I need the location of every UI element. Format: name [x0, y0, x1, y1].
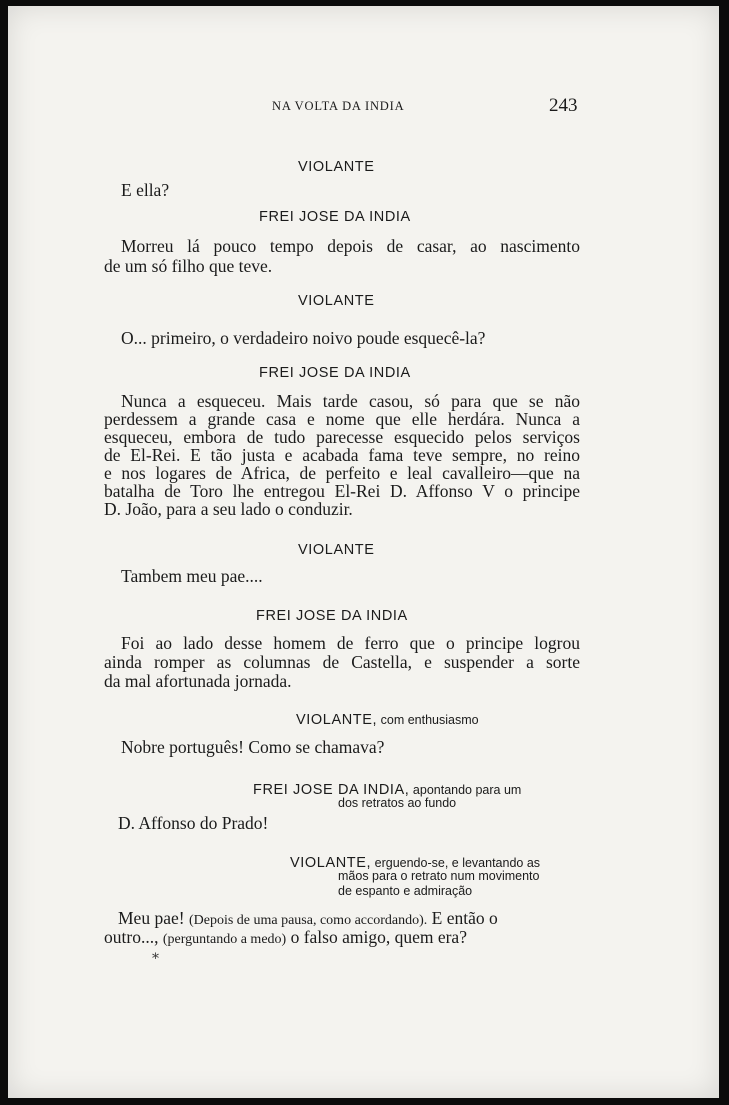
dialogue-line: e nos logares de Africa, de perfeito e leal cavalleiro—que na	[104, 463, 580, 483]
speaker-name: FREI JOSE DA INDIA	[259, 209, 411, 225]
dialogue-text: outro...,	[104, 927, 163, 947]
page-number: 243	[549, 95, 578, 116]
speaker-name: VIOLANTE,	[296, 712, 378, 728]
dialogue-line: ainda romper as columnas de Castella, e suspender a sorte	[104, 652, 580, 672]
speaker-name: VIOLANTE,	[290, 855, 372, 871]
dialogue-line: Foi ao lado desse homem de ferro que o principe logrou	[121, 633, 580, 653]
dialogue-line: perdessem a grande casa e nome que elle herdára. Nunca a	[104, 409, 580, 429]
dialogue-line: Nobre português! Como se chamava?	[121, 737, 385, 757]
speaker-name: VIOLANTE	[298, 159, 375, 175]
speaker-name: VIOLANTE	[298, 542, 375, 558]
dialogue-line: de um só filho que teve.	[104, 256, 273, 276]
dialogue-line	[104, 929, 467, 947]
dialogue-line: Morreu lá pouco tempo depois de casar, ao nascimento	[121, 236, 580, 256]
dialogue-line: D. Affonso do Prado!	[118, 813, 269, 833]
speaker-name: FREI JOSE DA INDIA	[259, 365, 411, 381]
asterisk-mark: *	[152, 951, 159, 967]
stage-direction: com enthusiasmo	[377, 713, 479, 727]
speaker-name: VIOLANTE	[298, 293, 375, 309]
dialogue-text: o falso amigo, quem era?	[286, 927, 467, 947]
dialogue-text: Meu pae!	[118, 908, 189, 928]
dialogue-line: da mal afortunada jornada.	[104, 671, 292, 691]
stage-direction: mãos para o retrato num movimento	[338, 869, 540, 883]
stage-direction: apontando para um	[409, 783, 522, 797]
stage-direction: dos retratos ao fundo	[338, 796, 457, 810]
dialogue-line	[118, 910, 498, 928]
speaker-name: FREI JOSE DA INDIA,	[253, 782, 410, 798]
dialogue-line: de El-Rei. E tão justa e acabada fama teve sempre, no reino	[104, 445, 580, 465]
dialogue-line: esqueceu, embora de tudo parecesse esquecido pelos serviços	[104, 427, 580, 447]
stage-direction: (Depois de uma pausa, como accordando).	[188, 913, 428, 928]
dialogue-line: O... primeiro, o verdadeiro noivo poude esquecê-la?	[121, 328, 486, 348]
dialogue-line: Nunca a esqueceu. Mais tarde casou, só para que se não	[121, 391, 580, 411]
speaker-name: FREI JOSE DA INDIA	[256, 608, 408, 624]
speaker-heading	[296, 711, 479, 728]
stage-direction: de espanto e admiração	[338, 884, 473, 898]
stage-direction: erguendo-se, e levantando as	[371, 856, 541, 870]
dialogue-line: Tambem meu pae....	[121, 566, 263, 586]
running-header: NA VOLTA DA INDIA	[272, 99, 405, 113]
stage-direction: (perguntando a medo)	[162, 932, 287, 947]
book-page	[8, 6, 719, 1098]
dialogue-text: E então o	[427, 908, 498, 928]
dialogue-line: E ella?	[121, 180, 170, 200]
dialogue-line: batalha de Toro lhe entregou El-Rei D. Affonso V o principe	[104, 481, 580, 501]
dialogue-line: D. João, para a seu lado o conduzir.	[104, 499, 353, 519]
